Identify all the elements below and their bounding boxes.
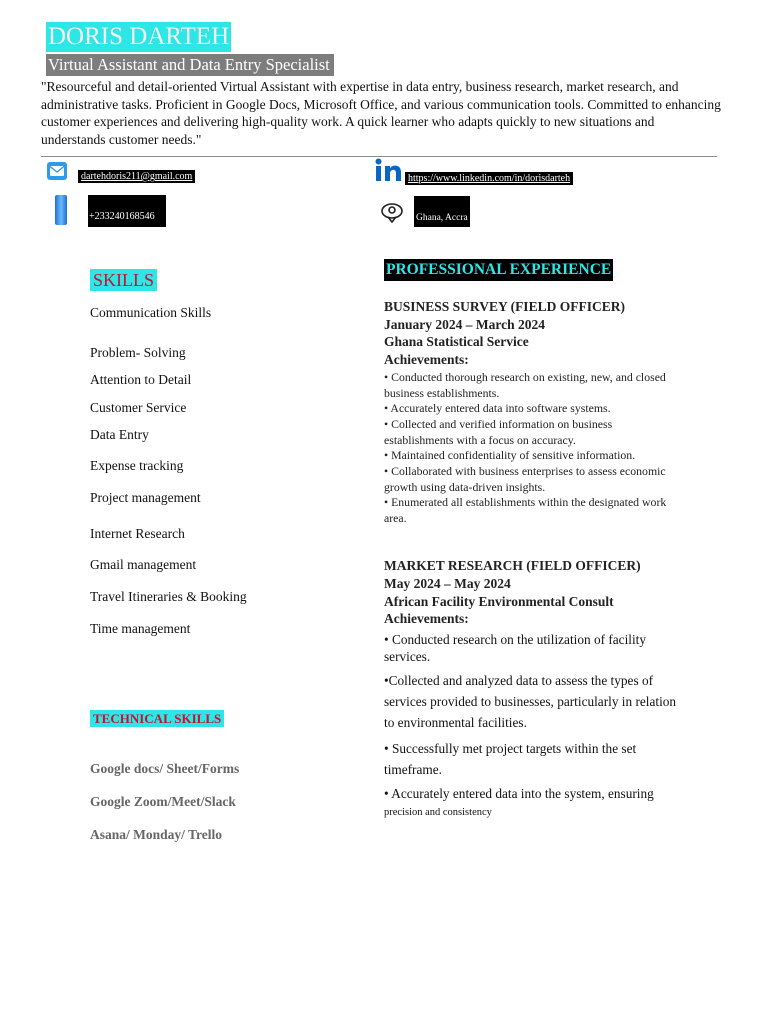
achievement-bullet: • Collected and verified information on business establishments with a focus on accuracy. — [384, 417, 613, 447]
job-company: Ghana Statistical Service — [384, 334, 529, 349]
phone-box[interactable] — [88, 195, 166, 227]
skills-heading: SKILLS — [90, 269, 157, 291]
technical-skill-item: Google docs/ Sheet/Forms — [90, 761, 240, 776]
name-heading: DORIS DARTEH — [48, 23, 230, 50]
achievement-bullet: • Conducted thorough research on existing, new, and closed business establishments. — [384, 370, 666, 400]
linkedin-text: https://www.linkedin.com/in/dorisdarteh — [405, 172, 573, 185]
linkedin-icon — [375, 158, 403, 182]
email-link[interactable] — [78, 166, 195, 184]
linkedin-link[interactable] — [405, 168, 573, 186]
email-text: dartehdoris211@gmail.com — [78, 170, 195, 183]
skill-item: Data Entry — [90, 427, 149, 442]
technical-skill-item: Google Zoom/Meet/Slack — [90, 794, 236, 809]
achievement-bullet: • Enumerated all establishments within the designated work area. — [384, 495, 667, 525]
skill-item: Project management — [90, 490, 201, 505]
achievement-bullet-tail: precision and consistency — [384, 807, 492, 818]
skill-item: Communication Skills — [90, 305, 212, 320]
skill-item: Gmail management — [90, 557, 197, 572]
header-divider — [41, 156, 717, 157]
summary-paragraph: "Resourceful and detail-oriented Virtual Assistant with expertise in data entry, business research, market research, and administrative tasks. Proficient in Google Docs, Microsoft Office, and various communication tools. Committed to enhancing customer experiences and delivering high-quality work. A quick learner who adapts quickly to new situations and understands customer needs." — [41, 79, 721, 147]
skill-item: Time management — [90, 621, 191, 636]
achievements-label: Achievements: — [384, 352, 469, 367]
phone-text: +233240168546 — [89, 211, 155, 222]
achievement-bullet: • Successfully met project targets within the set timeframe. — [384, 741, 637, 777]
job-title: Virtual Assistant and Data Entry Specialist — [46, 54, 334, 76]
job-dates: May 2024 – May 2024 — [384, 576, 511, 591]
technical-skills-heading: TECHNICAL SKILLS — [90, 710, 224, 727]
location-box — [414, 196, 470, 227]
skill-item: Internet Research — [90, 526, 185, 541]
location-icon — [379, 201, 405, 223]
achievement-bullet: • Conducted research on the utilization of facility services. — [384, 632, 647, 664]
job-dates: January 2024 – March 2024 — [384, 317, 545, 332]
achievement-bullet: • Accurately entered data into software systems. — [384, 401, 611, 415]
phone-icon — [55, 195, 67, 225]
job-role: MARKET RESEARCH (FIELD OFFICER) — [384, 558, 641, 573]
skill-item: Attention to Detail — [90, 372, 192, 387]
achievement-bullet: • Collaborated with business enterprises to assess economic growth using data-driven insights. — [384, 464, 666, 494]
achievement-bullet: • Accurately entered data into the system, ensuring — [384, 786, 654, 801]
skill-item: Expense tracking — [90, 458, 184, 473]
technical-skill-item: Asana/ Monday/ Trello — [90, 827, 223, 842]
skill-item: Travel Itineraries & Booking — [90, 589, 247, 604]
achievements-label: Achievements: — [384, 611, 469, 626]
experience-heading: PROFESSIONAL EXPERIENCE — [384, 259, 613, 281]
achievement-bullet: •Collected and analyzed data to assess the types of services provided to businesses, particularly in relation to environmental facilities. — [384, 673, 677, 730]
job-company: African Facility Environmental Consult — [384, 594, 614, 609]
email-icon — [47, 162, 67, 180]
job-role: BUSINESS SURVEY (FIELD OFFICER) — [384, 299, 625, 314]
location-text: Ghana, Accra — [416, 213, 468, 223]
achievement-bullet: • Maintained confidentiality of sensitive information. — [384, 448, 636, 462]
skill-item: Customer Service — [90, 400, 187, 415]
skill-item: Problem- Solving — [90, 345, 186, 360]
